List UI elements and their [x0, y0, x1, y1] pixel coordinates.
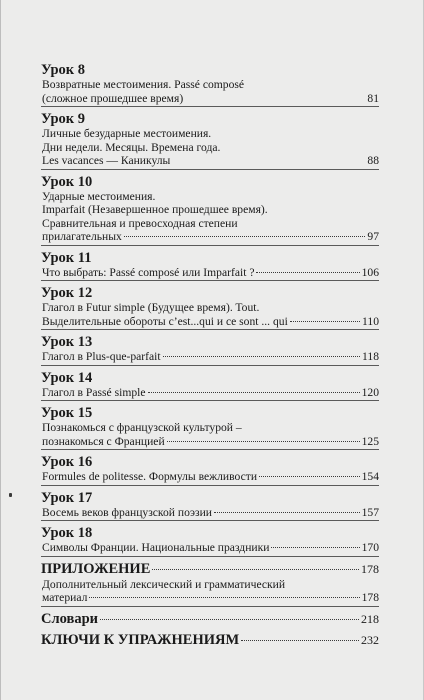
- toc-line-text: Личные безударные местоимения.: [42, 127, 212, 140]
- toc-entry: [41, 285, 379, 330]
- toc-page-number: 88: [367, 154, 379, 167]
- toc-line: [41, 435, 379, 449]
- lesson-heading: Урок 18: [41, 525, 93, 541]
- leader-dots: [214, 512, 360, 513]
- keys-line: [41, 632, 379, 649]
- toc-line: [41, 541, 379, 555]
- toc-line: [41, 154, 379, 168]
- dictionaries-line: [41, 611, 379, 628]
- leader-dots: [152, 569, 359, 570]
- toc-line-text: Ударные местоимения.: [42, 189, 156, 203]
- divider: [41, 485, 379, 486]
- leader-dots: [124, 236, 366, 237]
- appendix-title: ПРИЛОЖЕНИЕ: [41, 560, 151, 577]
- toc-entry: [41, 250, 379, 282]
- leader-dots: [271, 547, 359, 548]
- toc-line: [41, 386, 379, 400]
- lesson-heading: Урок 15: [41, 405, 93, 421]
- toc-line-text: Символы Франции. Национальные праздники: [42, 541, 270, 554]
- toc-page-number: 81: [367, 91, 379, 105]
- toc-entry: [41, 405, 379, 450]
- divider: [41, 606, 379, 607]
- keys-page: 232: [361, 632, 379, 647]
- divider: [41, 329, 379, 330]
- lesson-list: [41, 62, 379, 557]
- leader-dots: [89, 597, 359, 598]
- divider: [41, 280, 379, 281]
- lesson-heading: Урок 16: [41, 454, 93, 470]
- toc-line: [41, 591, 379, 605]
- toc-line-text: Выделительные обороты c’est...qui и ce sont ... qui: [42, 314, 288, 328]
- toc-line: [41, 203, 379, 217]
- keys-entry: [41, 632, 379, 649]
- leader-dots: [148, 392, 360, 393]
- toc-line: [41, 506, 379, 520]
- toc-line-text: Познакомься с французской культурой –: [42, 421, 242, 434]
- toc-line-text: Сравнительная и превосходная степени: [42, 216, 238, 230]
- toc-entry: [41, 111, 379, 170]
- appendix-entry: [41, 561, 379, 607]
- divider: [41, 365, 379, 366]
- toc-line-text: Глагол в Plus-que-parfait: [42, 350, 161, 363]
- toc-line: [41, 190, 379, 204]
- toc-line-text: Возвратные местоимения. Passé composé: [42, 78, 245, 91]
- toc-line: [41, 266, 379, 280]
- toc-line: [41, 301, 379, 315]
- leader-dots: [100, 619, 359, 620]
- toc-page-number: 110: [362, 314, 379, 328]
- toc-page-number: 154: [361, 470, 379, 483]
- toc-line: [41, 141, 379, 155]
- toc-line-text: Глагол в Futur simple (Будущее время). Tout.: [42, 301, 260, 314]
- toc-line: [41, 315, 379, 329]
- lesson-heading: Урок 10: [41, 173, 93, 190]
- divider: [41, 169, 379, 170]
- leader-dots: [256, 272, 359, 273]
- toc-line: [41, 230, 379, 244]
- toc-line-text: прилагательных: [42, 230, 122, 243]
- toc-entry: [41, 454, 379, 486]
- divider: [41, 400, 379, 401]
- toc-line-text: Дополнительный лексический и грамматический: [42, 577, 286, 591]
- toc-line: [41, 78, 379, 92]
- dictionaries-title: Словари: [41, 610, 98, 627]
- toc-line-text: (сложное прошедшее время): [42, 91, 184, 105]
- toc-line: [41, 421, 379, 435]
- appendix-lines: [41, 578, 379, 607]
- appendix-page: 178: [361, 561, 379, 576]
- divider: [41, 520, 379, 521]
- leader-dots: [290, 321, 360, 322]
- toc-page-number: 157: [361, 505, 379, 519]
- divider: [41, 245, 379, 246]
- toc-entry: [41, 62, 379, 107]
- toc-line-text: материал: [42, 591, 88, 604]
- toc-line-text: Глагол в Passé simple: [42, 385, 146, 399]
- toc-page-number: 97: [367, 230, 379, 243]
- toc-line-text: познакомься с Францией: [42, 434, 165, 448]
- toc-line-text: Formules de politesse. Формулы вежливости: [42, 470, 258, 483]
- divider: [41, 449, 379, 450]
- lesson-heading: Урок 13: [41, 334, 93, 350]
- lesson-heading: Урок 8: [41, 62, 85, 78]
- toc-entry: [41, 525, 379, 557]
- keys-title: КЛЮЧИ К УПРАЖНЕНИЯМ: [41, 631, 240, 648]
- dictionaries-entry: [41, 611, 379, 628]
- toc-line: [41, 217, 379, 231]
- toc-line: [41, 92, 379, 106]
- toc-page-number: 106: [361, 265, 379, 279]
- toc-page-number: 120: [361, 385, 379, 399]
- toc-page-number: 178: [361, 591, 379, 604]
- appendix-heading-line: [41, 561, 379, 578]
- lesson-heading: Урок 12: [41, 285, 93, 301]
- lesson-heading: Урок 14: [41, 369, 93, 386]
- leader-dots: [241, 640, 359, 641]
- toc-page-number: 118: [362, 350, 379, 363]
- toc-line-text: Что выбрать: Passé composé или Imparfait ?: [42, 265, 255, 279]
- divider: [41, 556, 379, 557]
- toc-page-number: 125: [361, 434, 379, 448]
- toc-page-number: 170: [361, 541, 379, 554]
- lesson-heading: Урок 11: [41, 249, 92, 266]
- toc-line-text: Дни недели. Месяцы. Времена года.: [42, 140, 221, 154]
- dictionaries-page: 218: [361, 611, 379, 626]
- toc-line: [41, 350, 379, 364]
- table-of-contents: [41, 62, 379, 653]
- print-speck: [9, 493, 12, 497]
- toc-line-text: Восемь веков французской поэзии: [42, 505, 212, 519]
- toc-line-text: Les vacances — Каникулы: [42, 154, 171, 167]
- toc-line: [41, 127, 379, 141]
- leader-dots: [167, 441, 360, 442]
- leader-dots: [163, 356, 360, 357]
- divider: [41, 106, 379, 107]
- lesson-heading: Урок 9: [41, 111, 85, 127]
- toc-entry: [41, 490, 379, 522]
- leader-dots: [259, 476, 360, 477]
- toc-line-text: Imparfait (Незавершенное прошедшее время).: [42, 203, 268, 216]
- lesson-heading: Урок 17: [41, 489, 93, 506]
- toc-line: [41, 578, 379, 592]
- toc-entry: [41, 370, 379, 402]
- toc-line: [41, 470, 379, 484]
- toc-entry: [41, 334, 379, 366]
- toc-entry: [41, 174, 379, 246]
